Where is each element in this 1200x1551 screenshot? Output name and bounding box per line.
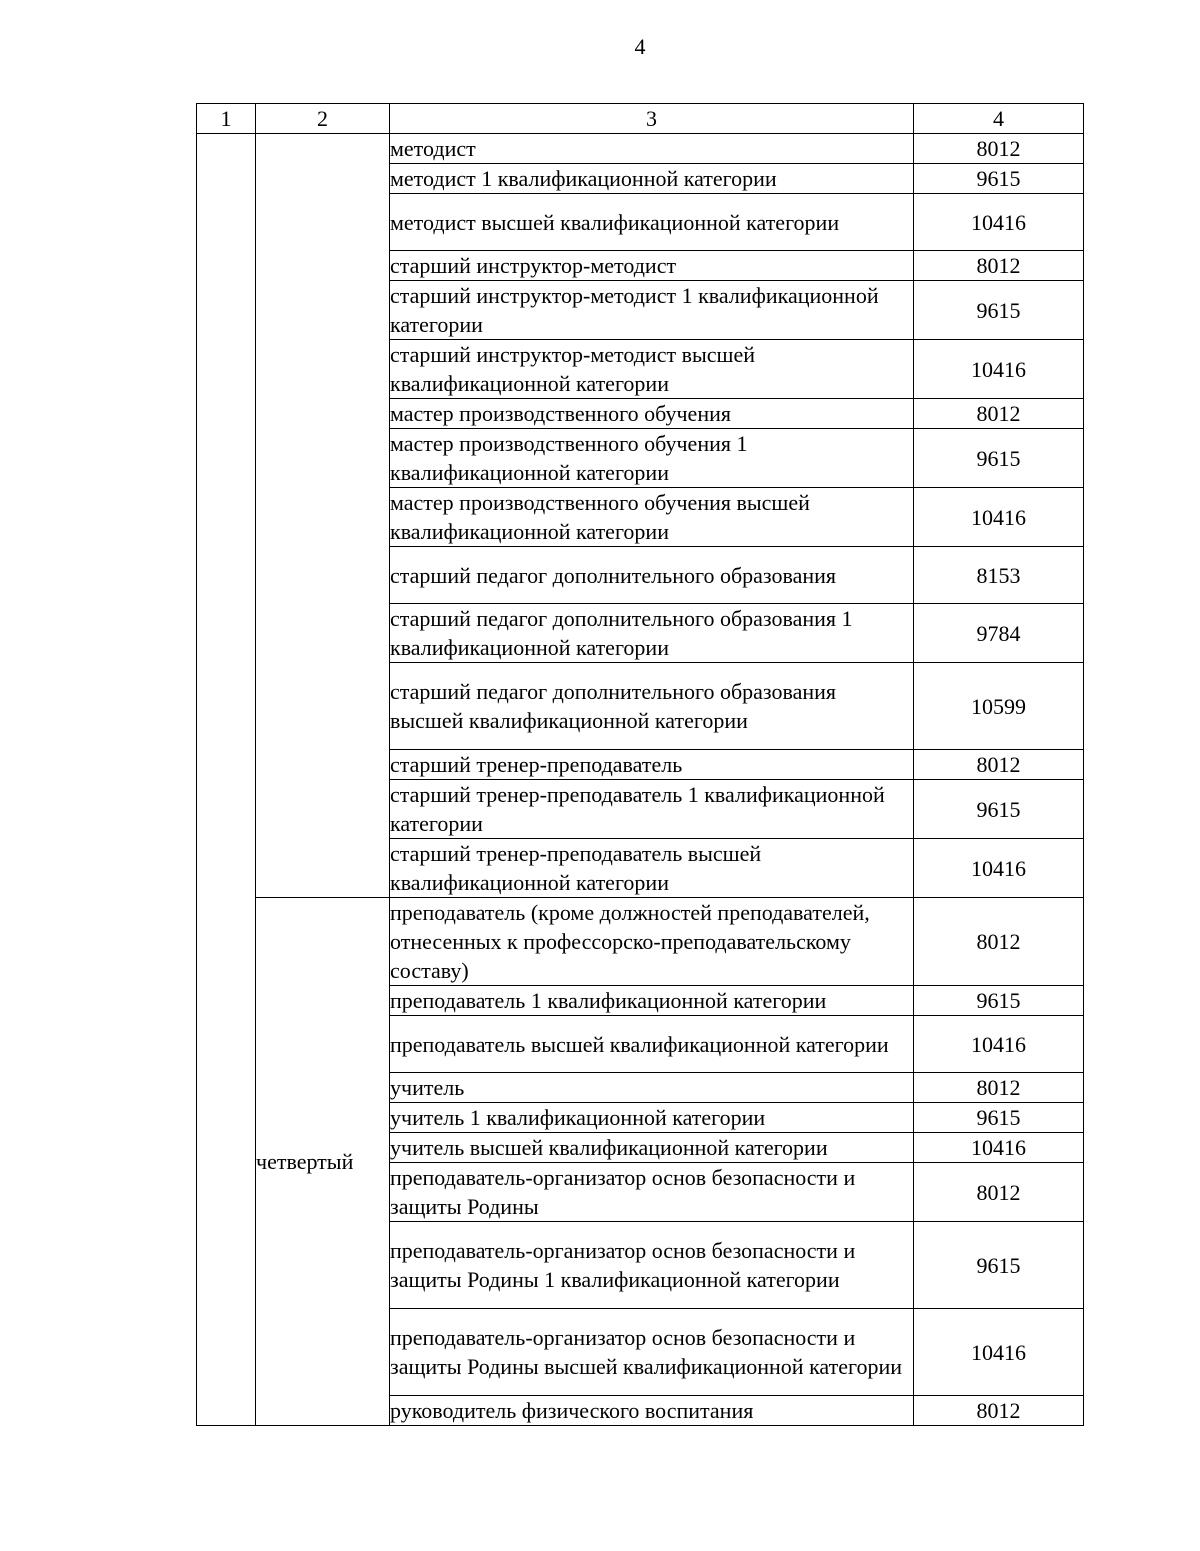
- salary-value: 10416: [914, 839, 1084, 898]
- column-header: 3: [390, 104, 914, 134]
- table-body: [197, 134, 1084, 1426]
- salary-value: 8153: [914, 547, 1084, 604]
- table-row: [197, 134, 1084, 164]
- column-header: 1: [197, 104, 256, 134]
- position-name: старший тренер-преподаватель высшей квалификационной категории: [390, 839, 914, 898]
- position-name: учитель высшей квалификационной категории: [390, 1133, 914, 1163]
- position-name: старший тренер-преподаватель 1 квалификационной категории: [390, 780, 914, 839]
- position-name: старший инструктор-методист 1 квалификационной категории: [390, 281, 914, 340]
- salary-value: 10599: [914, 663, 1084, 750]
- salary-value: 9615: [914, 1222, 1084, 1309]
- position-name: старший инструктор-методист высшей квалификационной категории: [390, 340, 914, 399]
- position-name: мастер производственного обучения высшей квалификационной категории: [390, 488, 914, 547]
- salary-value: 10416: [914, 194, 1084, 251]
- salary-value: 10416: [914, 488, 1084, 547]
- position-name: преподаватель высшей квалификационной категории: [390, 1016, 914, 1073]
- position-name: старший педагог дополнительного образования: [390, 547, 914, 604]
- salary-value: 8012: [914, 251, 1084, 281]
- salary-value: 10416: [914, 1133, 1084, 1163]
- position-name: старший педагог дополнительного образования высшей квалификационной категории: [390, 663, 914, 750]
- salary-value: 8012: [914, 898, 1084, 986]
- salary-value: 9615: [914, 986, 1084, 1016]
- salary-table: [196, 103, 1084, 1426]
- salary-value: 10416: [914, 340, 1084, 399]
- position-name: учитель: [390, 1073, 914, 1103]
- salary-value: 9784: [914, 604, 1084, 663]
- column-header: 4: [914, 104, 1084, 134]
- salary-value: 10416: [914, 1309, 1084, 1396]
- salary-value: 9615: [914, 780, 1084, 839]
- salary-value: 10416: [914, 1016, 1084, 1073]
- position-name: старший тренер-преподаватель: [390, 750, 914, 780]
- position-name: учитель 1 квалификационной категории: [390, 1103, 914, 1133]
- position-name: преподаватель-организатор основ безопасности и защиты Родины 1 квалификационной категории: [390, 1222, 914, 1309]
- table-header-row: [197, 104, 1084, 134]
- position-name: мастер производственного обучения: [390, 399, 914, 429]
- salary-value: 8012: [914, 1073, 1084, 1103]
- position-name: преподаватель (кроме должностей преподавателей, отнесенных к профессорско-преподавательскому составу): [390, 898, 914, 986]
- salary-value: 8012: [914, 134, 1084, 164]
- position-name: методист: [390, 134, 914, 164]
- salary-value: 8012: [914, 399, 1084, 429]
- page-number: 4: [634, 34, 646, 59]
- empty-cell: [197, 134, 256, 1426]
- column-header: 2: [256, 104, 390, 134]
- position-name: методист высшей квалификационной категории: [390, 194, 914, 251]
- group-label: [256, 134, 390, 898]
- position-name: старший педагог дополнительного образования 1 квалификационной категории: [390, 604, 914, 663]
- salary-value: 8012: [914, 750, 1084, 780]
- position-name: мастер производственного обучения 1 квалификационной категории: [390, 429, 914, 488]
- salary-value: 9615: [914, 429, 1084, 488]
- salary-value: 8012: [914, 1163, 1084, 1222]
- position-name: преподаватель-организатор основ безопасности и защиты Родины: [390, 1163, 914, 1222]
- position-name: старший инструктор-методист: [390, 251, 914, 281]
- group-label: четвертый: [256, 898, 390, 1426]
- salary-value: 8012: [914, 1396, 1084, 1426]
- table-row: [197, 898, 1084, 986]
- position-name: преподаватель-организатор основ безопасности и защиты Родины высшей квалификационной категории: [390, 1309, 914, 1396]
- position-name: преподаватель 1 квалификационной категории: [390, 986, 914, 1016]
- position-name: методист 1 квалификационной категории: [390, 164, 914, 194]
- position-name: руководитель физического воспитания: [390, 1396, 914, 1426]
- salary-value: 9615: [914, 164, 1084, 194]
- salary-value: 9615: [914, 281, 1084, 340]
- salary-value: 9615: [914, 1103, 1084, 1133]
